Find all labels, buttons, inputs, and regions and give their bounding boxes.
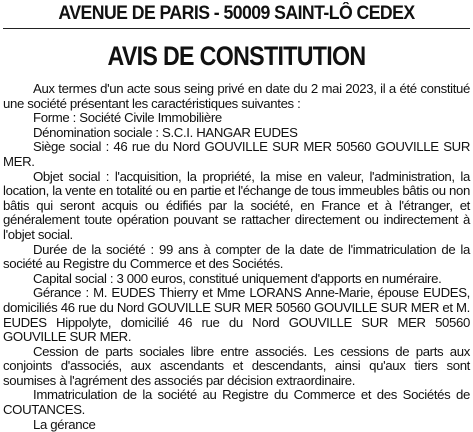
paragraph-siege: Siège social : 46 rue du Nord GOUVILLE SUR MER 50560 GOUVILLE SUR MER. (3, 139, 470, 169)
paragraph-capital: Capital social : 3 000 euros, constitué uniquement d'apports en numéraire. (33, 270, 442, 286)
notice-title: AVIS DE CONSTITUTION (107, 41, 366, 71)
paragraph-cession: Cession de parts sociales libre entre associés. Les cessions de parts aux conjoints d'associés, aux ascendants et descendants, ainsi qu'aux tiers sont soumises à l'agrément des associés par décision extraordinaire. (3, 343, 470, 388)
paragraph-objet: Objet social : l'acquisition, la propriété, la mise en valeur, l'administration, la location, la vente en totalité ou en partie et l'échange de tous immeubles bâtis ou non bâtis qui seront acquis ou édifiés par la société, en France et à l'étranger, et généralement toute opération pouvant se rattacher directement ou indirectement à l'objet social. (3, 168, 470, 242)
paragraph-intro: Aux termes d'un acte sous seing privé en date du 2 mai 2023, il a été constitué une société présentant les caractéristiques suivantes : (3, 81, 470, 111)
paragraph-duree: Durée de la société : 99 ans à compter de la date de l'immatriculation de la société au Registre du Commerce et des Sociétés. (3, 241, 470, 272)
paragraph-forme: Forme : Société Civile Immobilière (33, 110, 222, 126)
signature: La gérance (33, 416, 96, 432)
paragraph-denomination: Dénomination sociale : S.C.I. HANGAR EUDES (33, 124, 298, 140)
header-divider (3, 28, 470, 29)
paragraph-gerance: Gérance : M. EUDES Thierry et Mme LORANS Anne-Marie, épouse EUDES, domiciliés 46 rue du Nord GOUVILLE SUR MER 50560 GOUVILLE SUR MER et M. EUDES Hippolyte, domicilié 46 rue du Nord GOUVILLE SUR MER 50560 GOUVILLE SUR MER. (3, 285, 470, 345)
notice-body (3, 82, 470, 432)
paragraph-immatriculation: Immatriculation de la société au Registre du Commerce et des Sociétés de COUTANCES. (3, 387, 470, 418)
header-address: AVENUE DE PARIS - 50009 SAINT-LÔ CEDEX (58, 3, 415, 24)
